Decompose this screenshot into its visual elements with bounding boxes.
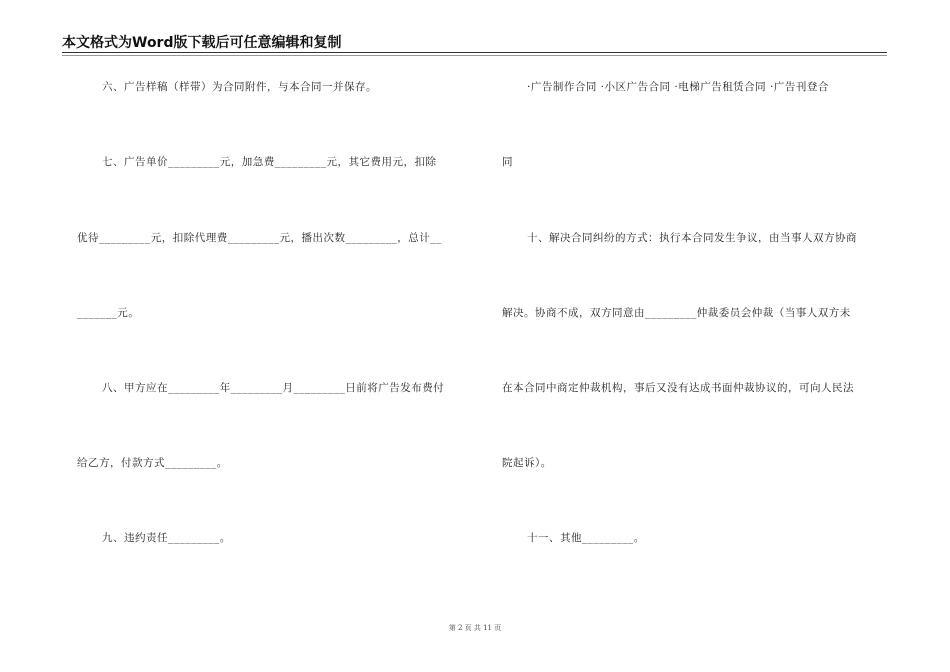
left-line-clause-8: 八、甲方应在_________年_________月_________日前将广告发布费付 — [102, 382, 445, 394]
document-header-title: 本文格式为Word版下载后可任意编辑和复制 — [62, 35, 342, 51]
right-line-clause-11: 十一、其他_________。 — [527, 532, 645, 544]
left-line-clause-7: 七、广告单价_________元，加急费_________元，其它费用元，扣除 — [102, 156, 437, 168]
right-line-related-contracts: ·广告制作合同 ·小区广告合同 ·电梯广告租赁合同 ·广告刊登合 — [527, 81, 829, 93]
left-line-clause-9: 九、违约责任_________。 — [102, 532, 231, 544]
left-line-clause-6: 六、广告样稿（样带）为合同附件，与本合同一并保存。 — [102, 81, 377, 93]
right-line-clause-10-cont2: 在本合同中商定仲裁机构，事后又没有达成书面仲裁协议的，可向人民法 — [502, 382, 854, 394]
left-line-clause-8-cont: 给乙方，付款方式_________。 — [77, 457, 228, 469]
left-line-clause-7-end: _______元。 — [77, 307, 140, 319]
left-line-clause-7-cont: 优待_________元，扣除代理费_________元，播出次数_________，总计__ — [77, 232, 442, 244]
header-divider-secondary — [62, 55, 887, 56]
right-line-clause-10-end: 院起诉）。 — [502, 457, 552, 469]
right-line-related-contracts-cont: 同 — [502, 156, 513, 168]
right-line-clause-10: 十、解决合同纠纷的方式：执行本合同发生争议，由当事人双方协商 — [527, 232, 857, 244]
header-divider — [62, 52, 887, 53]
right-line-clause-10-cont: 解决。协商不成，双方同意由_________仲裁委员会仲裁（当事人双方未 — [502, 307, 851, 319]
page-number-footer: 第 2 页 共 11 页 — [448, 624, 502, 632]
